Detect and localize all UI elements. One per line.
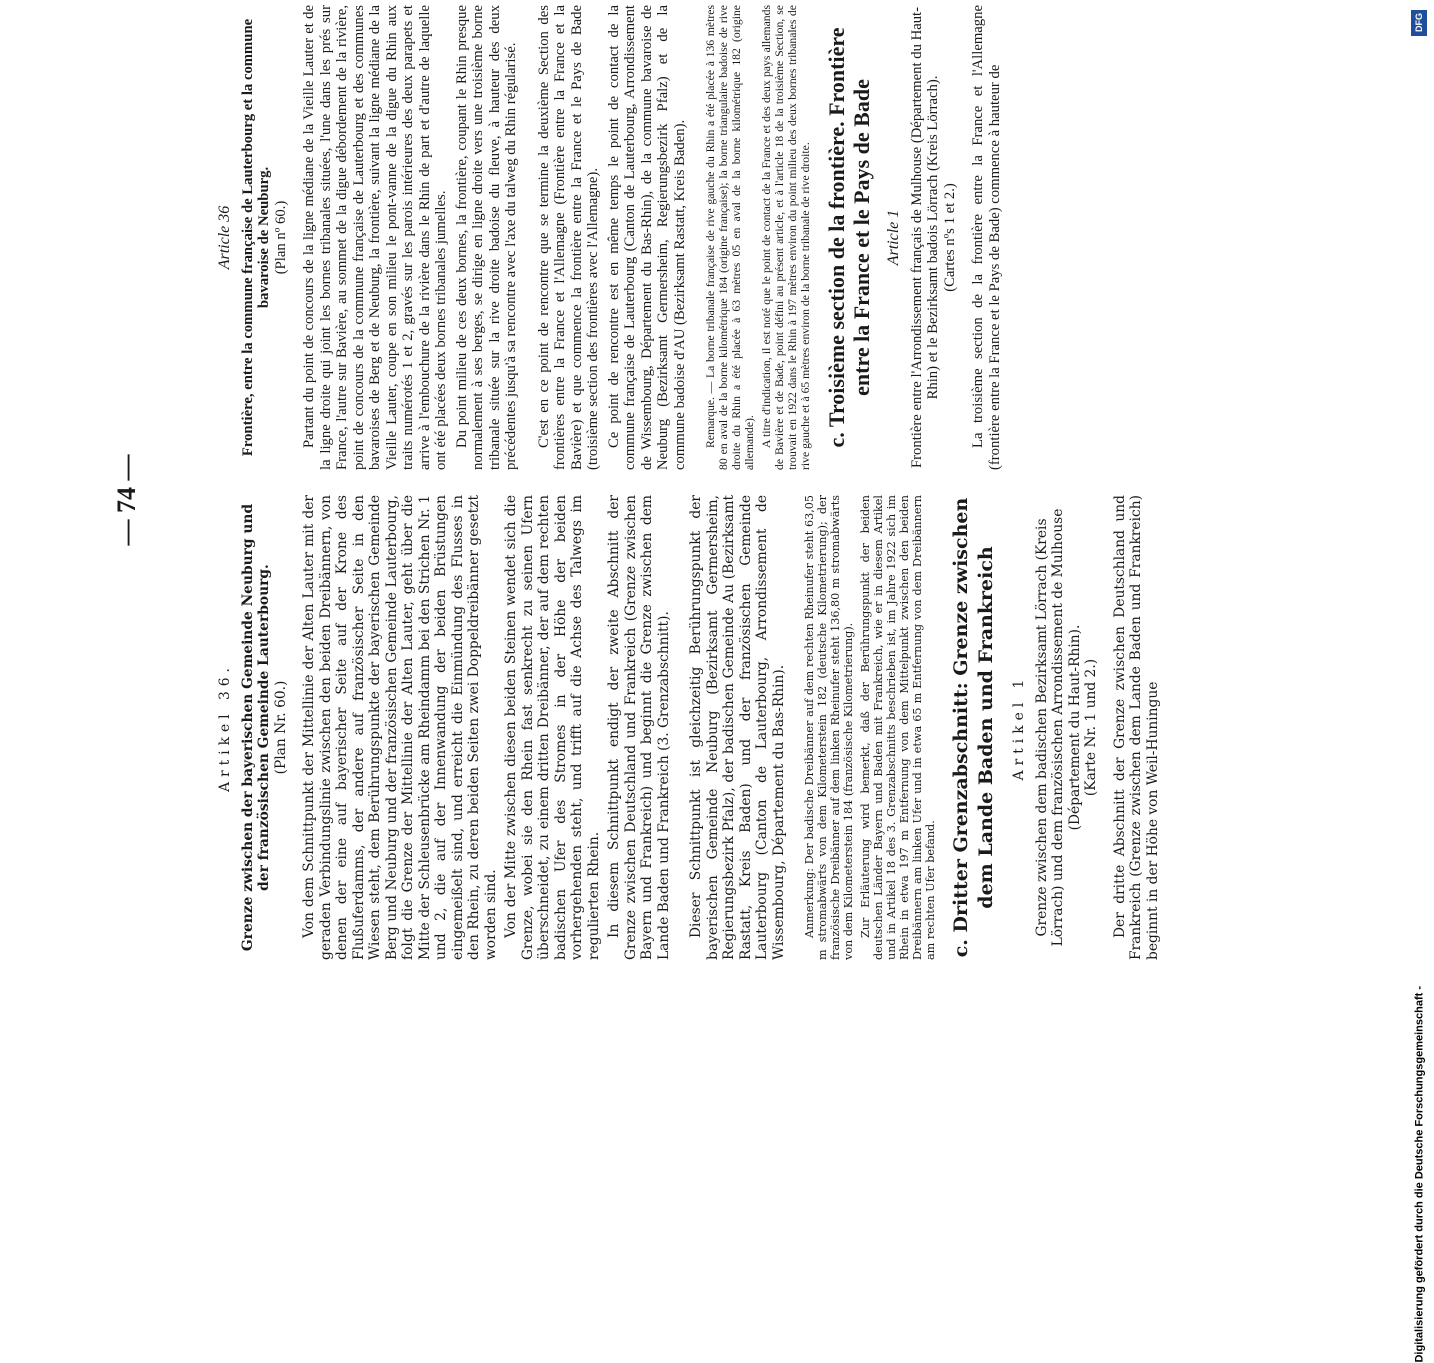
french-column — [217, 5, 1007, 470]
german-article1-karte: (Karte Nr. 1 und 2.) — [1083, 658, 1099, 797]
french-paragraph: C'est en ce point de rencontre que se termine la deuxième Section des frontières entre la France et l'Allemagne (Frontière entre la France et la Bavière) et que commence la frontière entre la France et le Pays de Bade (troisième section des frontières avec l'Allemagne). — [535, 5, 601, 470]
french-article-title: Frontière, entre la commune française de Lauterbourg et la commune bavaroise de Neuburg. — [239, 18, 272, 457]
french-section-heading: c. Troisième section de la frontière. Frontière entre la France et le Pays de Bade — [824, 27, 874, 448]
french-article-heading: Article 36 — [216, 205, 233, 270]
digitization-credit: Digitalisierung gefördert durch die Deutsche Forschungsgemeinschaft - — [1414, 986, 1426, 1363]
french-paragraph: Partant du point de concours de la ligne médiane de la Vieille Lauter et de la ligne droite qui joint les bornes tribanales situées, l'une dans les prés sur France, l'autre sur Bavière, au sommet de la digue débordement de la rivière, point de concours de la commune française de Lauterbourg et des communes bavaroises de Berg et de Neuburg, la frontière, suivant la ligne médiane de la Vieille Lauter, coupe en son milieu le pont-vanne de la digue du Rhin aux traits numérotés 1 et 2, gravés sur les parois intérieures des deux parapets et arrive à l'embouchure de la rivière dans le Rhin de part et d'autre de laquelle ont été placées deux bornes tribanales jumelles. — [301, 5, 449, 470]
german-article-title: Grenze zwischen der bayerischen Gemeinde Neuburg und der französischen Gemeinde Lauterbourg. — [239, 503, 272, 952]
french-article1-karte: (Cartes nºs 1 et 2.) — [941, 183, 958, 292]
german-paragraph: Dieser Schnittpunkt ist gleichzeitig Berührungspunkt der bayerischen Gemeinde Neuburg (Bezirksamt Germersheim, Regierungsbezirk Pfalz), der badischen Gemeinde Au (Bezirksamt Rastatt, Kreis Baden) und der französischen Gemeinde Lauterbourg (Canton de Lauterbourg, Arrondissement de Wissembourg, Département du Bas-Rhin). — [688, 495, 787, 960]
french-note: A titre d'indication, il est noté que le point de contact de la France et des deux pays allemands de Bavière et de Bade, point défini au présent article, et à l'article 18 de la troisième Section, se trouvait en 1922 dans le Rhin à 197 mètres environ du point milieu des deux bornes tribanales de rive gauche et à 65 mètres environ de la borne tribanale de rive droite. — [760, 5, 812, 470]
french-article1-title: Frontière entre l'Arrondissement français de Mulhouse (Département du Haut-Rhin) et le Bezirksamt badois Lörrach (Kreis Lörrach). — [908, 6, 941, 469]
german-note: Zur Erläuterung wird bemerkt, daß der Berührungspunkt der beiden deutschen Länder Bayern und Baden mit Frankreich, wie er in diesem Artikel und in Artikel 18 des 3. Grenzabschnitts beschrieben ist, im Jahre 1922 sich im Rhein in etwa 197 m Entfernung von dem Mittelpunkt zwischen den beiden Dreibännern am linken Ufer und in etwa 65 m Entfernung von dem Dreibännern am rechten Ufer befand. — [859, 495, 937, 960]
german-note: Anmerkung: Der badische Dreibänner auf dem rechten Rheinufer steht 63,05 m stromabwärts von dem Kilometerstein 182 (deutsche Kilometrierung); der französische Dreibänner auf dem linken Rheinufer steht 136,80 m stromabwärts von dem Kilometerstein 184 (französische Kilometrierung). — [803, 495, 855, 960]
dfg-logo-icon: DFG — [1411, 10, 1427, 36]
german-paragraph: Der dritte Abschnitt der Grenze zwischen Deutschland und Frankreich (Grenze zwischen dem Lande Baden und Frankreich) beginnt in der Höhe von Weil-Huningue — [1111, 495, 1161, 960]
german-paragraph: In diesem Schnittpunkt endigt der zweite Abschnitt der Grenze zwischen Deutschland und Frankreich (Grenze zwischen Bayern und Frankreich) und beginnt die Grenze zwischen dem Lande Baden und Frankreich (3. Grenzabschnitt). — [606, 495, 672, 960]
french-paragraph: Ce point de rencontre est en même temps le point de contact de la commune française de Lauterbourg (Canton de Lauterbourg, Arrondissement de Wissembourg, Département du Bas-Rhin), de la commune bavaroise de Neuburg (Bezirksamt Germersheim, Regierungsbezirk Pfalz) et de la commune badoise d'AU (Bezirksamt Rastatt, Kreis Baden). — [605, 5, 688, 470]
german-paragraph: Von dem Schnittpunkt der Mittellinie der Alten Lauter mit der geraden Verbindungslinie zwischen den beiden Dreibännern, von denen der eine auf bayerischer Seite auf der Krone des Flußuferdamms, der andere auf französischer Seite in den Wiesen steht, dem Berührungspunkte der bayerischen Gemeinde Berg und Neuburg und der französischen Gemeinde Lauterbourg, folgt die Grenze der Mittellinie der Alten Lauter, geht über die Mitte der Schleusenbrücke am Rheindamm bei den Strichen Nr. 1 und 2, die auf der Innenwandung der beiden Brüstungen eingemeißelt sind, und erreicht die Einmündung des Flusses in den Rhein, zu deren beiden Seiten zwei Doppeldreibänner gesetzt worden sind. — [301, 495, 499, 960]
german-column — [217, 495, 1165, 960]
french-note: Remarque. — La borne tribanale française de rive gauche du Rhin a été placée à 136 mètres 80 en aval de la borne kilométrique 184 (origine française); la borne triangulaire badoise de rive droite du Rhin a été placée à 63 mètres 05 en aval de la borne kilométrique 182 (origine allemande). — [704, 5, 756, 470]
german-article1-heading: Artikel 1 — [1011, 674, 1027, 781]
german-plan-ref: (Plan Nr. 60.) — [272, 680, 289, 775]
german-section-heading: c. Dritter Grenzabschnitt: Grenze zwischen dem Lande Baden und Frankreich — [950, 497, 997, 958]
french-article1-heading: Article 1 — [885, 209, 902, 266]
digitization-stamp — [1406, 0, 1432, 1363]
french-plan-ref: (Plan nº 60.) — [272, 200, 289, 275]
french-paragraph: La troisième section de la frontière entre la France et l'Allemagne (frontière entre la France et le Pays de Bade) commence à hauteur de — [970, 5, 1003, 470]
french-paragraph: Du point milieu de ces deux bornes, la frontière, coupant le Rhin presque normalement à ses berges, se dirige en ligne droite vers une troisième borne tribanale située sur la rive droite badoise du fleuve, à hauteur des deux précédentes jusqu'à sa rencontre avec l'axe du talweg du Rhin régularisé. — [453, 5, 519, 470]
scanned-page — [67, 0, 1367, 1000]
german-paragraph: Von der Mitte zwischen diesen beiden Steinen wendet sich die Grenze, wobei sie den Rhein fast senkrecht zu seinen Ufern überschneidet, zu einem dritten Dreibänner, der auf dem rechten badischen Ufer des Stromes in der Höhe der beiden vorhergehenden steht, und trifft auf die Achse des Talwegs im regulierten Rhein. — [503, 495, 602, 960]
page-number: — 74 — — [112, 454, 141, 546]
german-article-heading: Artikel 36. — [217, 663, 233, 792]
german-article1-title: Grenze zwischen dem badischen Bezirksamt Lörrach (Kreis Lörrach) und dem französischen Arrondissement de Mulhouse (Département du Haut-Rhin). — [1033, 508, 1083, 947]
